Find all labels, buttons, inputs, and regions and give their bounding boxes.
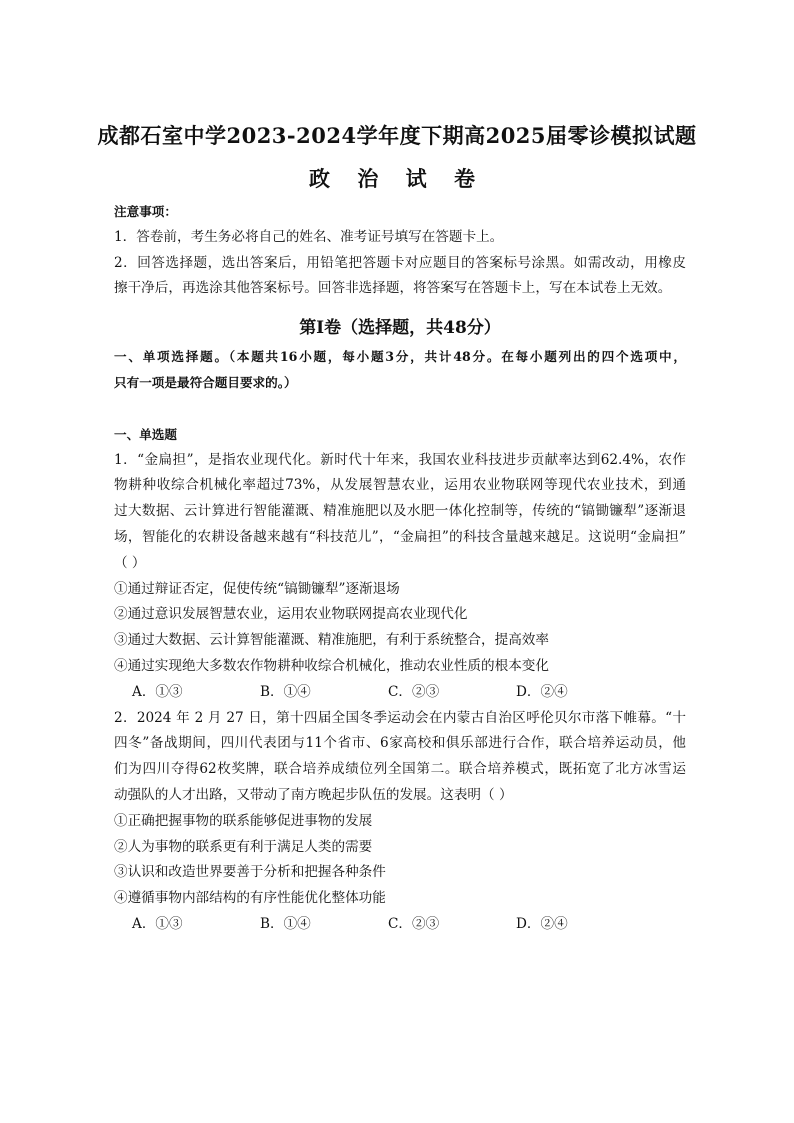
question-stem-line: 物耕种收综合机械化率超过73%，从发展智慧农业，运用农业物联网等现代农业技术，到通 [114, 477, 686, 494]
answer-choices [114, 912, 686, 938]
statement-option: ②通过意识发展智慧农业，运用农业物联网提高农业现代化 [114, 606, 468, 623]
exam-title: 成都石室中学2023-2024学年度下期高2025届零诊模拟试题 [97, 123, 697, 148]
choice-a: A．①③ [132, 683, 183, 700]
question-stem-line: 场，智能化的农耕设备越来越有“科技范儿”，“金扁担”的科技含量越来越足。这说明“金扁担” [114, 528, 686, 545]
choice-b: B．①④ [260, 915, 311, 932]
choice-b: B．①④ [260, 683, 311, 700]
section-title: 第Ⅰ卷（选择题，共48分） [299, 318, 501, 339]
choice-a: A．①③ [132, 915, 183, 932]
choice-c: C．②③ [388, 683, 440, 700]
statement-option: ④遵循事物内部结构的有序性能优化整体功能 [114, 890, 386, 907]
statement-option: ④通过实现绝大多数农作物耕种收综合机械化，推动农业性质的根本变化 [114, 657, 549, 674]
notice-heading: 注意事项： [114, 204, 177, 219]
question-2 [114, 706, 686, 938]
statement-option: ①正确把握事物的联系能够促进事物的发展 [114, 812, 373, 829]
question-stem-line: 2．2024 年 2 月 27 日，第十四届全国冬季运动会在内蒙古自治区呼伦贝尔市落下帷幕。“十 [114, 709, 686, 726]
question-1 [114, 448, 686, 706]
question-answer-bracket: （ ） [114, 554, 146, 571]
question-stem-line: 四冬”备战期间，四川代表团与11个省市、6家高校和俱乐部进行合作，联合培养运动员，他 [114, 735, 686, 752]
choice-d: D．②④ [516, 683, 568, 700]
statement-option: ③通过大数据、云计算智能灌溉、精准施肥，有利于系统整合，提高效率 [114, 632, 549, 649]
notice-item-1: 1．答卷前，考生务必将自己的姓名、准考证号填写在答题卡上。 [114, 228, 504, 245]
part-heading: 一、单选题 [114, 426, 177, 442]
exam-content [114, 199, 686, 938]
statement-option: ②人为事物的联系更有利于满足人类的需要 [114, 838, 373, 855]
section-instruction-line-2: 只有一项是最符合题目要求的。） [114, 374, 297, 390]
section-instruction-line-1: 一、单项选择题。（本题共16小题，每小题3分，共计48分。在每小题列出的四个选项中， [114, 349, 686, 365]
choice-c: C．②③ [388, 915, 440, 932]
statement-option: ③认识和改造世界要善于分析和把握各种条件 [114, 864, 386, 881]
notice-item-2-line-1: 2．回答选择题，选出答案后，用铅笔把答题卡对应题目的答案标号涂黑。如需改动，用橡皮 [114, 254, 686, 271]
question-stem-line: 们为四川夺得62枚奖牌，联合培养成绩位列全国第二。联合培养模式，既拓宽了北方冰雪运 [114, 761, 686, 778]
question-stem-line: 1．“金扁担”，是指农业现代化。新时代十年来，我国农业科技进步贡献率达到62.4%，农作 [114, 451, 686, 468]
exam-subtitle: 政 治 试 卷 [309, 166, 485, 191]
question-stem-line: 过大数据、云计算进行智能灌溉、精准施肥以及水肥一体化控制等，传统的“镐锄镰犁”逐渐退 [114, 503, 686, 520]
question-stem-line: 动强队的人才出路，又带动了南方晚起步队伍的发展。这表明（ ） [114, 786, 513, 803]
statement-option: ①通过辩证否定，促使传统“镐锄镰犁”逐渐退场 [114, 580, 400, 597]
choice-d: D．②④ [516, 915, 568, 932]
answer-choices [114, 680, 686, 706]
notice-item-2-line-2: 擦干净后，再选涂其他答案标号。回答非选择题，将答案写在答题卡上，写在本试卷上无效。 [114, 280, 672, 297]
